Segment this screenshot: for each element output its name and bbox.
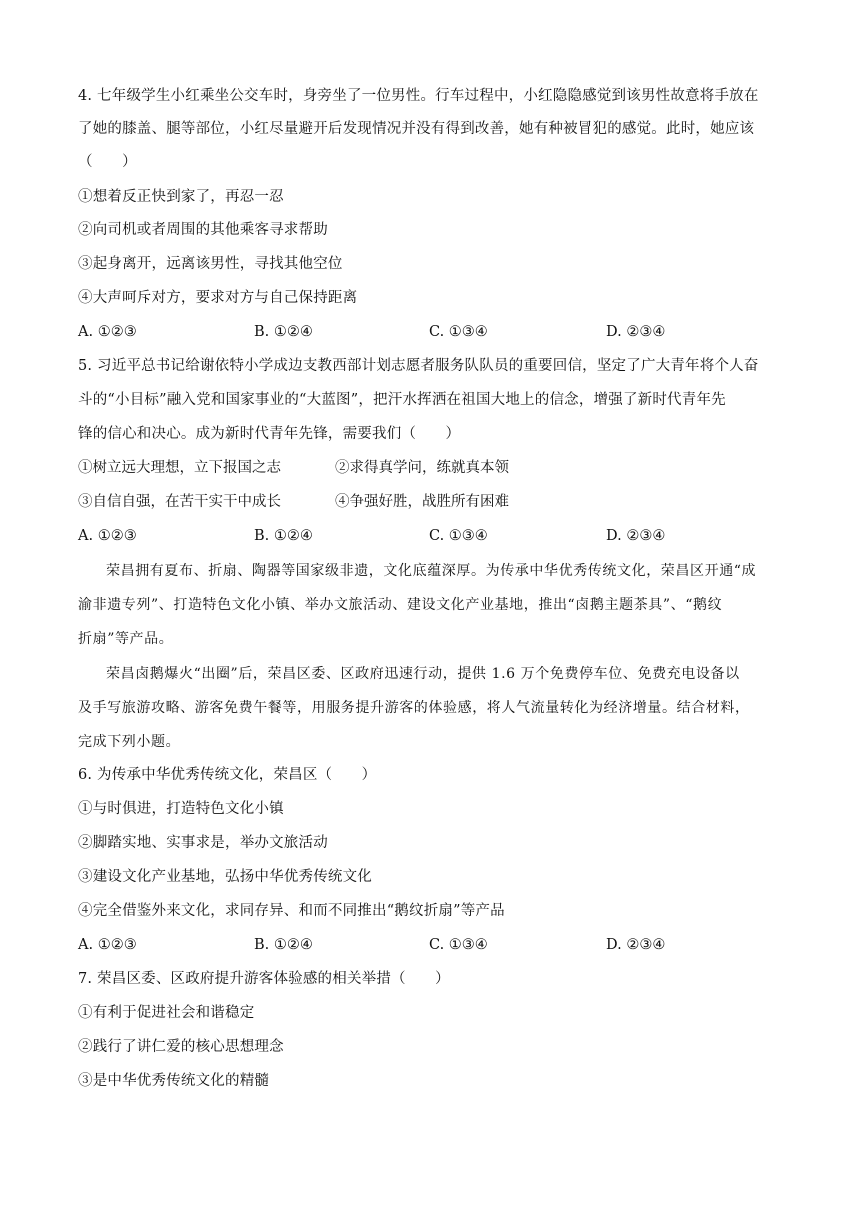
q4-item-1: ①想着反正快到家了，再忍一忍: [78, 189, 284, 205]
q4-option-d[interactable]: D. ②③④: [606, 324, 666, 340]
q6-item-2: ②脚踏实地、实事求是，举办文旅活动: [78, 835, 328, 851]
q4-item-3: ③起身离开，远离该男性，寻找其他空位: [78, 256, 343, 272]
q5-stem-line-3: 锋的信心和决心。成为新时代青年先锋，需要我们（ ）: [78, 426, 461, 442]
q4-item-4: ④大声呵斥对方，要求对方与自己保持距离: [78, 290, 358, 306]
q5-items-row-2: [78, 492, 790, 512]
q4-stem-line-1: 4. 七年级学生小红乘坐公交车时，身旁坐了一位男性。行车过程中，小红隐隐感觉到该男性故意将手放在: [78, 88, 759, 104]
q4-option-a[interactable]: A. ①②③: [78, 324, 137, 340]
material-p2-line-1: 荣昌卤鹅爆火“出圈”后，荣昌区委、区政府迅速行动，提供 1.6 万个免费停车位、免费充电设备以: [106, 666, 740, 682]
q5-option-a[interactable]: A. ①②③: [78, 528, 137, 544]
q4-option-c[interactable]: C. ①③④: [429, 324, 488, 340]
q5-item-2: ②求得真学问，练就真本领: [335, 460, 509, 476]
material-p2-line-2: 及手写旅游攻略、游客免费午餐等，用服务提升游客的体验感，将人气流量转化为经济增量。结合材料，: [78, 700, 750, 716]
q4-stem-line-2: 了她的膝盖、腿等部位，小红尽量避开后发现情况并没有得到改善，她有种被冒犯的感觉。此时，她应该: [78, 121, 755, 137]
q6-item-3: ③建设文化产业基地，弘扬中华优秀传统文化: [78, 869, 372, 885]
q5-option-c[interactable]: C. ①③④: [429, 528, 488, 544]
q5-options: [78, 526, 790, 546]
q6-option-b[interactable]: B. ①②④: [254, 937, 313, 953]
q6-item-1: ①与时俱进，打造特色文化小镇: [78, 801, 284, 817]
q5-stem-line-2: 斗的“小目标”融入党和国家事业的“大蓝图”，把汗水挥洒在祖国大地上的信念，增强了新时代青年先: [78, 392, 726, 408]
material-p2-line-3: 完成下列小题。: [78, 734, 181, 750]
q6-item-4: ④完全借鉴外来文化，求同存异、和而不同推出“鹅纹折扇”等产品: [78, 903, 505, 919]
q5-option-d[interactable]: D. ②③④: [606, 528, 666, 544]
material-p1-line-1: 荣昌拥有夏布、折扇、陶器等国家级非遗，文化底蕴深厚。为传承中华优秀传统文化，荣昌区开通“成: [106, 563, 757, 579]
q4-option-b[interactable]: B. ①②④: [254, 324, 313, 340]
q4-options: [78, 322, 790, 342]
q7-item-2: ②践行了讲仁爱的核心思想理念: [78, 1039, 284, 1055]
q7-item-1: ①有利于促进社会和谐稳定: [78, 1005, 255, 1021]
q7-item-3: ③是中华优秀传统文化的精髓: [78, 1073, 270, 1089]
q6-option-c[interactable]: C. ①③④: [429, 937, 488, 953]
material-p1-line-3: 折扇”等产品。: [78, 631, 174, 647]
q4-stem-line-3: （ ）: [78, 154, 137, 170]
q6-stem: 6. 为传承中华优秀传统文化，荣昌区（ ）: [78, 767, 377, 783]
q5-items-row-1: [78, 458, 790, 478]
q5-item-1: ①树立远大理想，立下报国之志: [78, 460, 281, 476]
q6-option-d[interactable]: D. ②③④: [606, 937, 666, 953]
q5-item-3: ③自信自强，在苦干实干中成长: [78, 494, 281, 510]
q5-stem-line-1: 5. 习近平总书记给谢依特小学成边支教西部计划志愿者服务队队员的重要回信，坚定了广大青年将个人奋: [78, 358, 759, 374]
q5-option-b[interactable]: B. ①②④: [254, 528, 313, 544]
q6-options: [78, 935, 790, 955]
material-p1-line-2: 渝非遗专列”、打造特色文化小镇、举办文旅活动、建设文化产业基地，推出“卤鹅主题茶具”、“鹅纹: [78, 597, 723, 613]
q5-item-4: ④争强好胜，战胜所有困难: [335, 494, 509, 510]
q6-option-a[interactable]: A. ①②③: [78, 937, 137, 953]
q7-stem: 7. 荣昌区委、区政府提升游客体验感的相关举措（ ）: [78, 971, 450, 987]
q4-item-2: ②向司机或者周围的其他乘客寻求帮助: [78, 222, 328, 238]
